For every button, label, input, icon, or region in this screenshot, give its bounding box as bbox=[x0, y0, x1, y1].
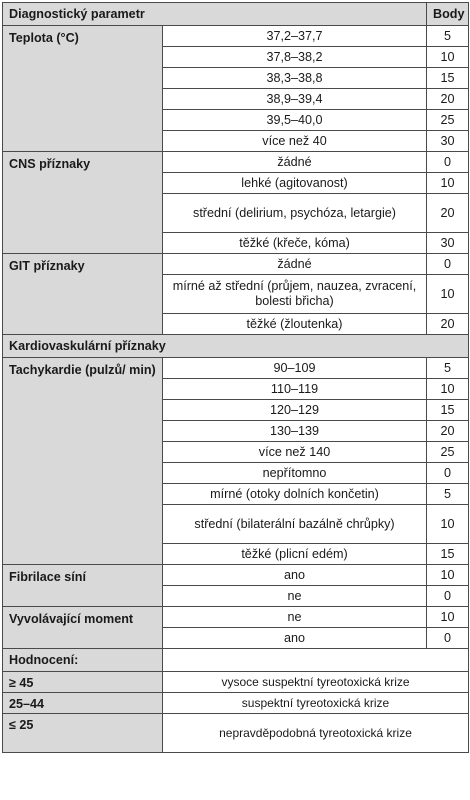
points-cell: 0 bbox=[427, 463, 469, 484]
diagnostic-table-container bbox=[2, 2, 468, 753]
points-cell: 20 bbox=[427, 314, 469, 335]
points-cell: 20 bbox=[427, 194, 469, 233]
value-cell: nepřítomno bbox=[163, 463, 427, 484]
points-cell: 10 bbox=[427, 379, 469, 400]
points-cell: 5 bbox=[427, 484, 469, 505]
value-cell: těžké (žloutenka) bbox=[163, 314, 427, 335]
value-cell: mírné až střední (průjem, nauzea, zvracení, bolesti břicha) bbox=[163, 275, 427, 314]
value-cell: střední (bilaterální bazálně chrůpky) bbox=[163, 505, 427, 544]
evaluation-row bbox=[3, 714, 469, 753]
group-label-tachykardie: Tachykardie (pulzů/ min) bbox=[3, 358, 163, 565]
points-cell: 30 bbox=[427, 233, 469, 254]
points-cell: 0 bbox=[427, 152, 469, 173]
points-cell: 15 bbox=[427, 68, 469, 89]
evaluation-range: ≤ 25 bbox=[3, 714, 163, 753]
group-label-fibrilace: Fibrilace síní bbox=[3, 565, 163, 607]
points-cell: 10 bbox=[427, 505, 469, 544]
points-cell: 10 bbox=[427, 607, 469, 628]
header-param: Diagnostický parametr bbox=[3, 3, 427, 26]
hodnoceni-header-row bbox=[3, 649, 469, 672]
points-cell: 15 bbox=[427, 544, 469, 565]
table-row bbox=[3, 565, 469, 586]
value-cell: 90–109 bbox=[163, 358, 427, 379]
points-cell: 10 bbox=[427, 173, 469, 194]
evaluation-row bbox=[3, 672, 469, 693]
hodnoceni-label: Hodnocení: bbox=[3, 649, 163, 672]
value-cell: těžké (plicní edém) bbox=[163, 544, 427, 565]
value-cell: více než 140 bbox=[163, 442, 427, 463]
header-points: Body bbox=[427, 3, 469, 26]
section-label-kardio: Kardiovaskulární příznaky bbox=[3, 335, 469, 358]
points-cell: 15 bbox=[427, 400, 469, 421]
hodnoceni-empty-cell bbox=[163, 649, 469, 672]
group-label-teplota: Teplota (°C) bbox=[3, 26, 163, 152]
group-label-cns: CNS příznaky bbox=[3, 152, 163, 254]
table-row bbox=[3, 607, 469, 628]
points-cell: 10 bbox=[427, 565, 469, 586]
table-row bbox=[3, 254, 469, 275]
value-cell: ano bbox=[163, 628, 427, 649]
points-cell: 5 bbox=[427, 358, 469, 379]
value-cell: 39,5–40,0 bbox=[163, 110, 427, 131]
section-row-kardio bbox=[3, 335, 469, 358]
value-cell: žádné bbox=[163, 254, 427, 275]
value-cell: ne bbox=[163, 607, 427, 628]
evaluation-result: suspektní tyreotoxická krize bbox=[163, 693, 469, 714]
group-label-vyvolavajici: Vyvolávající moment bbox=[3, 607, 163, 649]
points-cell: 30 bbox=[427, 131, 469, 152]
points-cell: 25 bbox=[427, 110, 469, 131]
diagnostic-score-table bbox=[2, 2, 469, 753]
value-cell: těžké (křeče, kóma) bbox=[163, 233, 427, 254]
points-cell: 20 bbox=[427, 89, 469, 110]
value-cell: ano bbox=[163, 565, 427, 586]
value-cell: střední (delirium, psychóza, letargie) bbox=[163, 194, 427, 233]
points-cell: 25 bbox=[427, 442, 469, 463]
evaluation-range: ≥ 45 bbox=[3, 672, 163, 693]
points-cell: 0 bbox=[427, 254, 469, 275]
table-row bbox=[3, 152, 469, 173]
value-cell: ne bbox=[163, 586, 427, 607]
evaluation-row bbox=[3, 693, 469, 714]
table-header-row bbox=[3, 3, 469, 26]
evaluation-result: vysoce suspektní tyreotoxická krize bbox=[163, 672, 469, 693]
value-cell: 110–119 bbox=[163, 379, 427, 400]
table-row bbox=[3, 358, 469, 379]
value-cell: 38,3–38,8 bbox=[163, 68, 427, 89]
value-cell: žádné bbox=[163, 152, 427, 173]
table-row bbox=[3, 26, 469, 47]
value-cell: mírné (otoky dolních končetin) bbox=[163, 484, 427, 505]
group-label-git: GIT příznaky bbox=[3, 254, 163, 335]
value-cell: 37,2–37,7 bbox=[163, 26, 427, 47]
points-cell: 0 bbox=[427, 586, 469, 607]
value-cell: více než 40 bbox=[163, 131, 427, 152]
points-cell: 5 bbox=[427, 26, 469, 47]
value-cell: 38,9–39,4 bbox=[163, 89, 427, 110]
evaluation-range: 25–44 bbox=[3, 693, 163, 714]
points-cell: 20 bbox=[427, 421, 469, 442]
value-cell: 130–139 bbox=[163, 421, 427, 442]
points-cell: 0 bbox=[427, 628, 469, 649]
points-cell: 10 bbox=[427, 275, 469, 314]
value-cell: 37,8–38,2 bbox=[163, 47, 427, 68]
points-cell: 10 bbox=[427, 47, 469, 68]
evaluation-result: nepravděpodobná tyreotoxická krize bbox=[163, 714, 469, 753]
value-cell: 120–129 bbox=[163, 400, 427, 421]
value-cell: lehké (agitovanost) bbox=[163, 173, 427, 194]
